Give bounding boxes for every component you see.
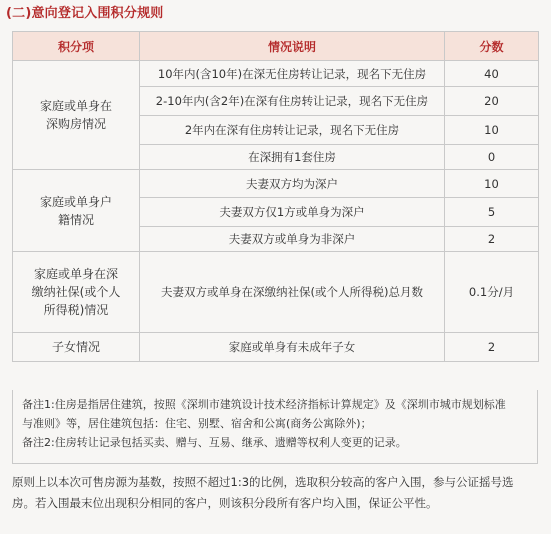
score-rules-table [12, 31, 539, 362]
row-description: 2年内在深有住房转让记录，现名下无住房 [140, 116, 445, 145]
row-score: 10 [445, 170, 539, 198]
row-description: 在深拥有1套住房 [140, 145, 445, 170]
row-score: 20 [445, 87, 539, 116]
header-score: 分数 [445, 32, 539, 61]
row-description: 家庭或单身有未成年子女 [140, 333, 445, 362]
header-description: 情况说明 [140, 32, 445, 61]
note-line: 与准则》等，居住建筑包括：住宅、别墅、宿舍和公寓(商务公寓除外)； [22, 417, 372, 430]
category-children [13, 333, 140, 362]
row-description: 夫妻双方或单身在深缴纳社保(或个人所得税)总月数 [140, 252, 445, 333]
note-line: 备注2:住房转让记录包括买卖、赠与、互易、继承、遗赠等权利人变更的记录。 [22, 436, 407, 449]
section-heading: (二)意向登记入围积分规则 [6, 6, 164, 21]
row-score: 0 [445, 145, 539, 170]
footer-line: 房。若入围最末位出现积分相同的客户，则该积分段所有客户均入围，保证公平性。 [12, 496, 438, 510]
category-line: 籍情况 [57, 212, 94, 227]
category-social-insurance [13, 252, 140, 333]
notes-box [12, 390, 538, 464]
footer-paragraph [12, 472, 540, 514]
category-line: 家庭或单身户 [39, 194, 112, 209]
row-score: 2 [445, 227, 539, 252]
row-description: 夫妻双方或单身为非深户 [140, 227, 445, 252]
row-description: 夫妻双方均为深户 [140, 170, 445, 198]
category-line: 深购房情况 [45, 117, 106, 131]
row-description: 夫妻双方仅1方或单身为深户 [140, 198, 445, 227]
table-row [13, 170, 539, 198]
footer-line: 原则上以本次可售房源为基数，按照不超过1:3的比例，选取积分较高的客户入围，参与公证摇号选 [12, 475, 514, 489]
category-line: 子女情况 [51, 340, 100, 354]
category-line: 缴纳社保(或个人 [31, 285, 121, 299]
category-housing [13, 61, 140, 170]
row-description: 10年内(含10年)在深无住房转让记录，现名下无住房 [140, 61, 445, 87]
row-score: 5 [445, 198, 539, 227]
category-hukou [13, 170, 140, 252]
row-score: 10 [445, 116, 539, 145]
row-description: 2-10年内(含2年)在深有住房转让记录，现名下无住房 [140, 87, 445, 116]
row-score: 0.1分/月 [445, 252, 539, 333]
table-row [13, 61, 539, 87]
table-row [13, 333, 539, 362]
note-line: 备注1:住房是指居住建筑，按照《深圳市建筑设计技术经济指标计算规定》及《深圳市城市规划标准 [22, 398, 506, 411]
table-header-row [13, 32, 539, 61]
category-line: 家庭或单身在 [39, 99, 112, 113]
row-score: 40 [445, 61, 539, 87]
table-row [13, 252, 539, 333]
category-line: 家庭或单身在深 [33, 267, 118, 281]
header-category: 积分项 [13, 32, 140, 61]
row-score: 2 [445, 333, 539, 362]
category-line: 所得税)情况 [43, 303, 109, 317]
